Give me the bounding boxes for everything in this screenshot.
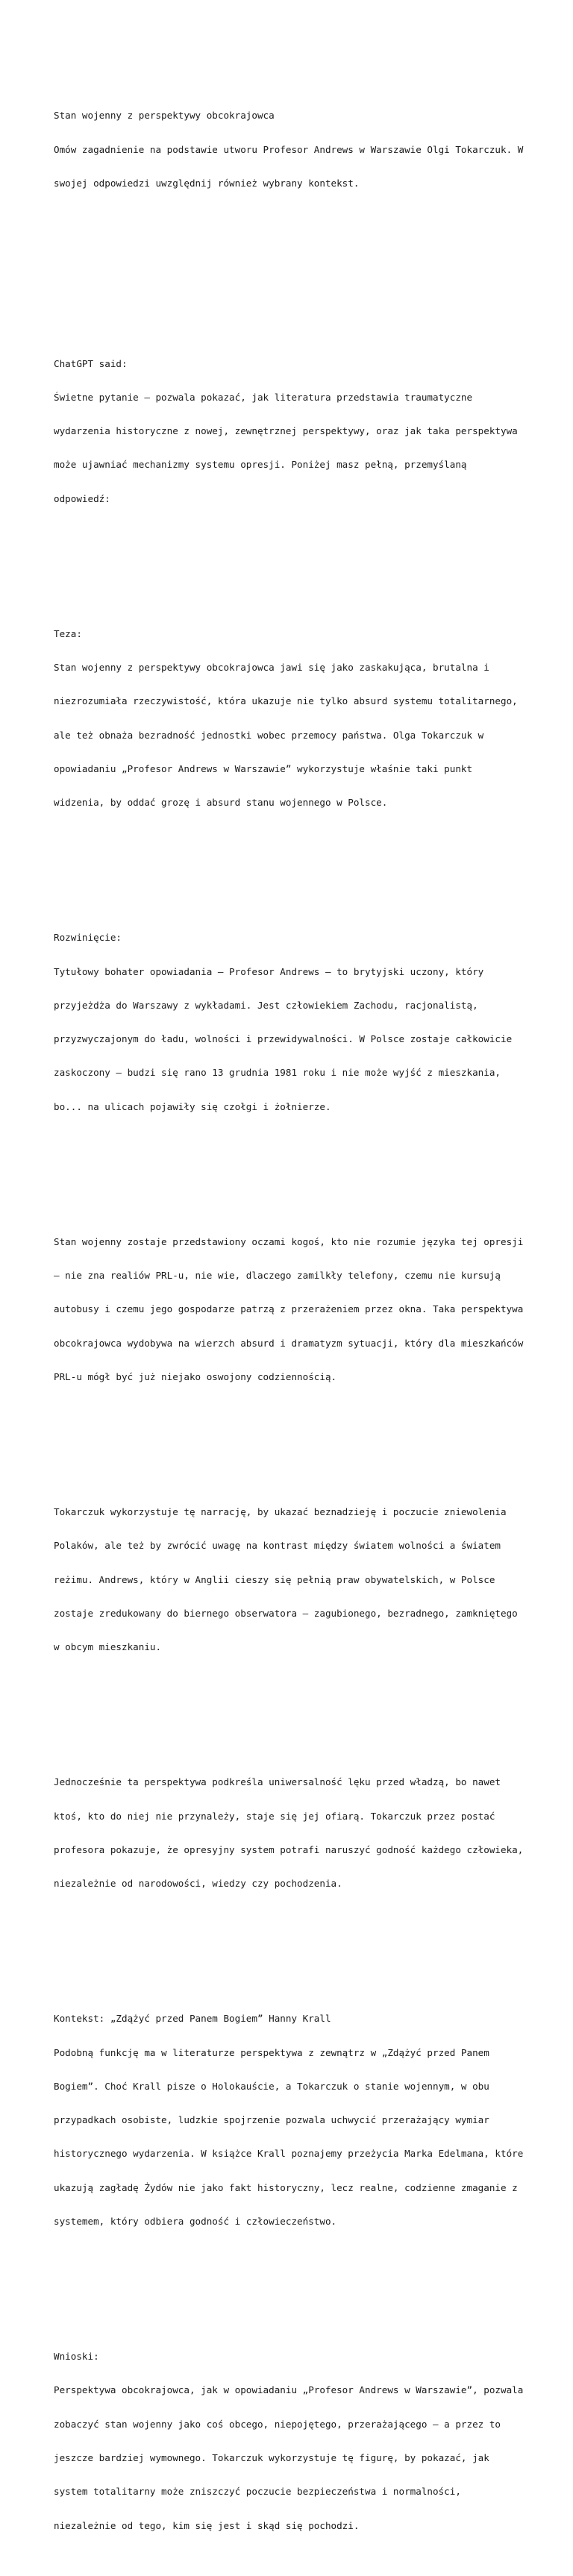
conclusions-line: jeszcze bardziej wymownego. Tokarczuk wykorzystuje tę figurę, by pokazać, jak	[54, 2451, 489, 2463]
context-line: ukazują zagładę Żydów nie jako fakt historyczny, lecz realne, codzienne zmaganie z	[54, 2181, 518, 2193]
context-paragraph	[54, 1990, 531, 2249]
context-line: historycznego wydarzenia. W książce Krall poznajemy przeżycia Marka Edelmana, które	[54, 2148, 524, 2160]
development-line: – nie zna realiów PRL-u, nie wie, dlaczego zamilkły telefony, czemu nie kursują	[54, 1270, 501, 1282]
conclusions-heading: Wnioski:	[54, 2351, 99, 2363]
context-line: przypadkach osobiste, ludzkie spojrzenie pozwala uchwycić przerażający wymiar	[54, 2114, 489, 2126]
development-line: niezależnie od narodowości, wiedzy czy pochodzenia.	[54, 1878, 342, 1890]
document-page	[54, 54, 531, 2576]
context-line: Bogiem”. Choć Krall pisze o Holokauście, a Tokarczuk o stanie wojennym, w obu	[54, 2080, 489, 2092]
question-title: Stan wojenny z perspektywy obcokrajowca	[54, 110, 275, 122]
thesis-line: opowiadaniu „Profesor Andrews w Warszawie” wykorzystuje właśnie taki punkt	[54, 762, 473, 774]
development-line: profesora pokazuje, że opresyjny system potrafi naruszyć godność każdego człowieka,	[54, 1843, 524, 1855]
development-line: PRL-u mógł być już niejako oswojony codziennością.	[54, 1370, 337, 1382]
conclusions-line: zobaczyć stan wojenny jako coś obcego, niepojętego, przerażającego – a przez to	[54, 2418, 501, 2430]
development-line: bo... na ulicach pojawiły się czołgi i żołnierze.	[54, 1100, 331, 1112]
development-line: obcokrajowca wydobywa na wierzch absurd i dramatyzm sytuacji, który dla mieszkańców	[54, 1337, 524, 1349]
development-line: Jednocześnie ta perspektywa podkreśla uniwersalność lęku przed władzą, bo nawet	[54, 1776, 501, 1788]
intro-line: może ujawniać mechanizmy systemu opresji. Poniżej masz pełną, przemyślaną	[54, 459, 467, 471]
question-line: swojej odpowiedzi uwzględnij również wybrany kontekst.	[54, 178, 360, 189]
thesis-line: widzenia, by oddać grozę i absurd stanu wojennego w Polsce.	[54, 797, 388, 809]
intro-line: Świetne pytanie – pozwala pokazać, jak literatura przedstawia traumatyczne	[54, 391, 473, 403]
conclusions-line: niezależnie od tego, kim się jest i skąd się pochodzi.	[54, 2519, 360, 2531]
answer-intro-paragraph	[54, 335, 531, 527]
answer-header: ChatGPT said:	[54, 357, 128, 369]
development-line: przyzwyczajonym do ładu, wolności i przewidywalności. W Polsce zostaje całkowicie	[54, 1033, 513, 1045]
development-line: ktoś, kto do niej nie przynależy, staje się jej ofiarą. Tokarczuk przez postać	[54, 1810, 495, 1822]
development-line: reżimu. Andrews, który w Anglii cieszy się pełnią praw obywatelskich, w Polsce	[54, 1573, 495, 1585]
development-line: zaskoczony – budzi się rano 13 grudnia 1981 roku i nie może wyjść z mieszkania,	[54, 1067, 501, 1079]
development-line: w obcym mieszkaniu.	[54, 1641, 162, 1653]
development-paragraph-2	[54, 1214, 531, 1405]
development-heading: Rozwinięcie:	[54, 932, 122, 944]
development-line: Stan wojenny zostaje przedstawiony oczami kogoś, kto nie rozumie języka tej opresji	[54, 1235, 524, 1247]
question-line: Omów zagadnienie na podstawie utworu Profesor Andrews w Warszawie Olgi Tokarczuk. W	[54, 143, 524, 155]
development-paragraph-4	[54, 1754, 531, 1911]
intro-line: odpowiedź:	[54, 492, 110, 504]
question-paragraph	[54, 87, 531, 211]
conclusions-line: Perspektywa obcokrajowca, jak w opowiadaniu „Profesor Andrews w Warszawie”, pozwala	[54, 2384, 524, 2396]
context-line: Podobną funkcję ma w literaturze perspektywa z zewnątrz w „Zdążyć przed Panem	[54, 2046, 489, 2058]
intro-line: wydarzenia historyczne z nowej, zewnętrznej perspektywy, oraz jak taka perspektywa	[54, 425, 518, 437]
development-line: przyjeżdża do Warszawy z wykładami. Jest człowiekiem Zachodu, racjonalistą,	[54, 999, 478, 1011]
thesis-line: niezrozumiała rzeczywistość, która ukazuje nie tylko absurd systemu totalitarnego,	[54, 695, 518, 707]
conclusions-paragraph	[54, 2328, 531, 2554]
thesis-line: ale też obnaża bezradność jednostki wobec przemocy państwa. Olga Tokarczuk w	[54, 729, 484, 741]
context-heading: Kontekst: „Zdążyć przed Panem Bogiem” Hanny Krall	[54, 2013, 331, 2025]
development-line: zostaje zredukowany do biernego obserwatora – zagubionego, bezradnego, zamkniętego	[54, 1607, 518, 1619]
development-line: Polaków, ale też by zwrócić uwagę na kontrast między światem wolności a światem	[54, 1540, 501, 1552]
thesis-line: Stan wojenny z perspektywy obcokrajowca jawi się jako zaskakująca, brutalna i	[54, 662, 489, 674]
development-paragraph-1	[54, 909, 531, 1135]
development-line: Tokarczuk wykorzystuje tę narrację, by ukazać beznadzieję i poczucie zniewolenia	[54, 1506, 507, 1518]
development-line: Tytułowy bohater opowiadania – Profesor Andrews – to brytyjski uczony, który	[54, 965, 484, 977]
thesis-heading: Teza:	[54, 627, 82, 639]
development-paragraph-3	[54, 1484, 531, 1676]
development-line: autobusy i czemu jego gospodarze patrzą z przerażeniem przez okna. Taka perspektywa	[54, 1303, 524, 1315]
conclusions-line: system totalitarny może zniszczyć poczucie bezpieczeństwa i normalności,	[54, 2486, 461, 2498]
context-line: systemem, który odbiera godność i człowieczeństwo.	[54, 2216, 337, 2227]
thesis-paragraph	[54, 606, 531, 831]
